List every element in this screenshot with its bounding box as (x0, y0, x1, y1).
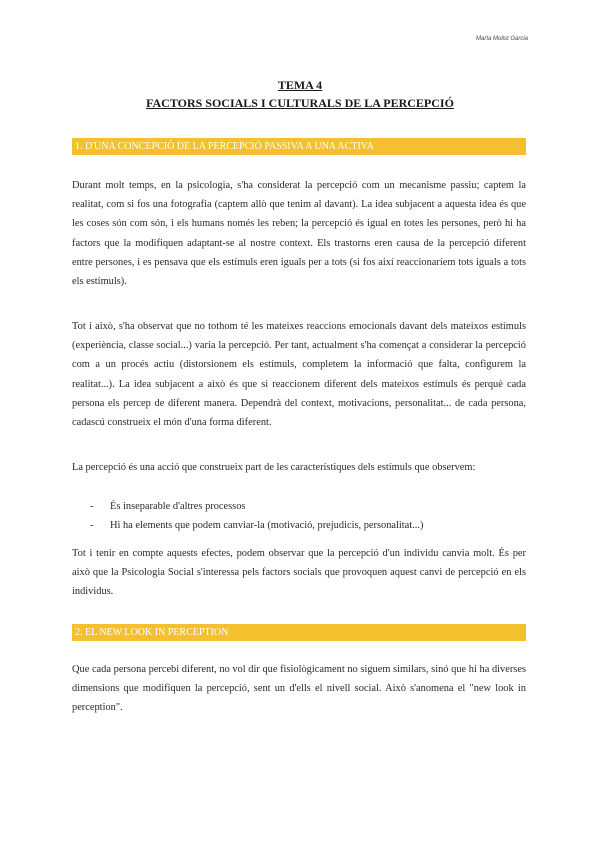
dash-bullet-icon: - (90, 520, 94, 532)
section-2-paragraph-1: Que cada persona percebi diferent, no vol dir que fisiològicament no siguem similars, sinó que hi ha diverses dimensions que modifiquen la percepció, sent un d'ells el nivell social. Això s'anomena el "new look in perception". (72, 664, 526, 714)
section-1-paragraph-1: Durant molt temps, en la psicologia, s'ha considerat la percepció com un mecanisme passiu; captem la realitat, com si fos una fotografia (captem allò que tenim al davant). La idea subjacent a aquesta idea és que les coses són com són, i els humans només les reben; la percepció és igual en totes les persones, però hi ha factors que la modifiquen adaptant-se al nostre context. Els trastorns eren causa de la percepció diferent entre persones, i es pensava que els estímuls eren iguals per a tots (si fos així reaccionaríem tots iguals a tots els estímuls). (72, 180, 526, 288)
list-item-text: És inseparable d'altres processos (110, 501, 246, 512)
list-item-text: Hi ha elements que podem canviar-la (motivació, prejudicis, personalitat...) (110, 520, 424, 532)
dash-bullet-icon: - (90, 501, 94, 512)
topic-number-title: TEMA 4 (277, 78, 323, 92)
topic-main-title: FACTORS SOCIALS I CULTURALS DE LA PERCEPCIÓ (146, 96, 454, 110)
section-1-heading: 1. D'UNA CONCEPCIÓ DE LA PERCEPCIÓ PASSIVA A UNA ACTIVA (72, 138, 526, 155)
list-item (72, 497, 526, 516)
section-1-paragraph-2: Tot i això, s'ha observat que no tothom té les mateixes reaccions emocionals davant dels mateixos estímuls (experiència, classe social...) varia la percepció. Per tant, actualment s'ha començat a considerar la percepció com a un procés actiu (distorsionem els estímuls, completem la informació que falta, configurem la realitat...). La idea subjacent a això és que si reaccionem diferent dels mateixos estímuls és perquè cada persona els percep de diferent manera. Dependrà del context, motivacions, personalitat... de cada persona, cadascú construeix el món d'una forma diferent. (72, 321, 526, 429)
section-1-closing-paragraph: Tot i tenir en compte aquests efectes, podem observar que la percepció d'un individu canvia molt. És per això que la Psicologia Social s'interessa pels factors socials que provoquen aquest canvi de percepció en els individus. (72, 548, 526, 598)
bullet-list (72, 497, 526, 535)
section-1-paragraph-3: La percepció és una acció que construeix part de les característiques dels estímuls que observem: (72, 462, 476, 473)
section-2-heading: 2. EL NEW LOOK IN PERCEPTION (72, 624, 526, 641)
header-author: Marta Molist Garcia (475, 36, 528, 42)
list-item (72, 516, 526, 535)
